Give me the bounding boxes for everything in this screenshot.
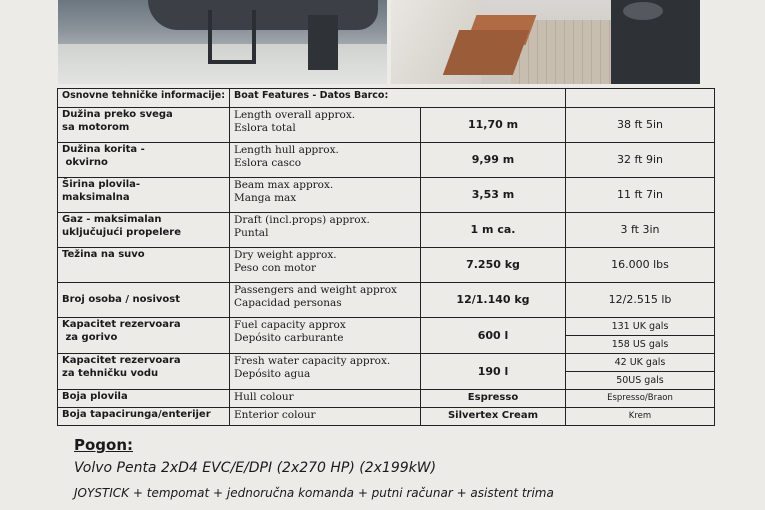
spec-table: [57, 88, 715, 426]
imperial-value: 3 ft 3in: [566, 213, 715, 248]
imperial-value-us: 158 US gals: [566, 336, 715, 354]
boat-interior-photo: [391, 0, 700, 84]
table-row: [58, 318, 715, 336]
table-row: [58, 143, 715, 178]
engine-spec: Volvo Penta 2xD4 EVC/E/DPI (2x270 HP) (2x199kW): [74, 460, 437, 476]
table-row: [58, 408, 715, 426]
label-hr: Boja tapacirunga/enterijer: [58, 408, 230, 426]
metric-value: 7.250 kg: [421, 248, 566, 283]
imperial-value-uk: 131 UK gals: [566, 318, 715, 336]
imperial-value-us: 50US gals: [566, 372, 715, 390]
metric-value: 190 l: [421, 354, 566, 390]
table-row: [58, 283, 715, 318]
label-en-es: Fuel capacity approx Depósito carburante: [230, 318, 421, 354]
imperial-value: 16.000 lbs: [566, 248, 715, 283]
label-en-es: Beam max approx. Manga max: [230, 178, 421, 213]
metric-value: 1 m ca.: [421, 213, 566, 248]
engine-options: JOYSTICK + tempomat + jednoručna komanda + putni računar + asistent trima: [74, 486, 554, 500]
header-col-2: Boat Features - Datos Barco:: [230, 89, 566, 108]
imperial-value: Espresso/Braon: [566, 390, 715, 408]
label-en-es: Passengers and weight approx Capacidad personas: [230, 283, 421, 318]
label-hr: Dužina korita - okvirno: [58, 143, 230, 178]
metric-value: 3,53 m: [421, 178, 566, 213]
imperial-value: 12/2.515 lb: [566, 283, 715, 318]
label-hr: Težina na suvo: [58, 248, 230, 283]
label-en-es: Draft (incl.props) approx. Puntal: [230, 213, 421, 248]
metric-value: 11,70 m: [421, 108, 566, 143]
imperial-value-uk: 42 UK gals: [566, 354, 715, 372]
label-hr: Broj osoba / nosivost: [58, 283, 230, 318]
label-hr: Gaz - maksimalan uključujući propelere: [58, 213, 230, 248]
label-en-es: Length overall approx. Eslora total: [230, 108, 421, 143]
imperial-value: 38 ft 5in: [566, 108, 715, 143]
metric-value: 9,99 m: [421, 143, 566, 178]
label-en-es: Enterior colour: [230, 408, 421, 426]
table-row: [58, 248, 715, 283]
propulsion-heading: Pogon:: [74, 436, 134, 454]
metric-value: 600 l: [421, 318, 566, 354]
label-hr: Kapacitet rezervoara za tehničku vodu: [58, 354, 230, 390]
label-hr: Kapacitet rezervoara za gorivo: [58, 318, 230, 354]
header-col-1: Osnovne tehničke informacije:: [58, 89, 230, 108]
imperial-value: 11 ft 7in: [566, 178, 715, 213]
label-hr: Dužina preko svega sa motorom: [58, 108, 230, 143]
table-row: [58, 390, 715, 408]
table-row: [58, 108, 715, 143]
table-header: [58, 89, 715, 108]
imperial-value: 32 ft 9in: [566, 143, 715, 178]
label-en-es: Dry weight approx. Peso con motor: [230, 248, 421, 283]
label-en-es: Length hull approx. Eslora casco: [230, 143, 421, 178]
label-hr: Širina plovila- maksimalna: [58, 178, 230, 213]
table-row: [58, 178, 715, 213]
imperial-value: Krem: [566, 408, 715, 426]
table-row: [58, 213, 715, 248]
boat-hull-photo: [58, 0, 387, 84]
photo-strip: [0, 0, 765, 88]
label-en-es: Hull colour: [230, 390, 421, 408]
label-en-es: Fresh water capacity approx. Depósito agua: [230, 354, 421, 390]
header-col-4: [566, 89, 715, 108]
metric-value: Espresso: [421, 390, 566, 408]
metric-value: Silvertex Cream: [421, 408, 566, 426]
table-row: [58, 354, 715, 372]
metric-value: 12/1.140 kg: [421, 283, 566, 318]
label-hr: Boja plovila: [58, 390, 230, 408]
